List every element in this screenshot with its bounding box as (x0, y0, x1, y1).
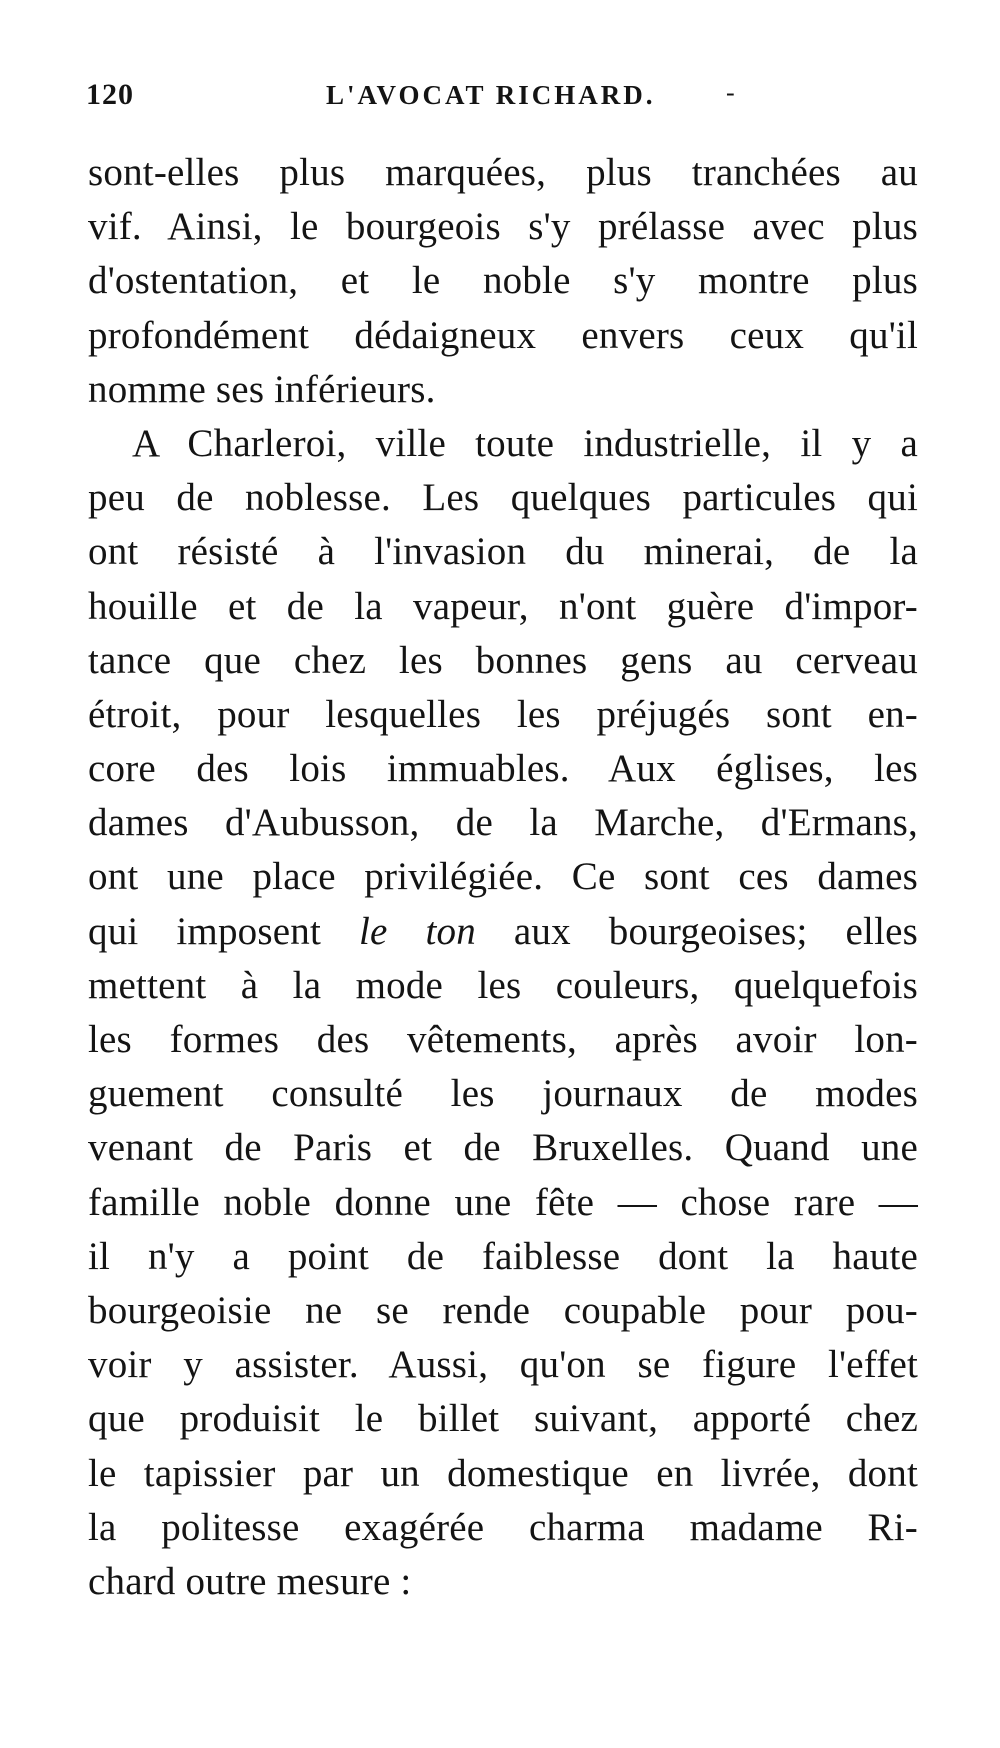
text-line: venant de Paris et de Bruxelles. Quand une (88, 1126, 918, 1170)
line-text-after: aux bourgeoises; elles (513, 909, 919, 953)
text-line: bourgeoisie ne se rende coupable pour pou- (88, 1288, 918, 1332)
text-line: core des lois immuables. Aux églises, les (88, 747, 918, 791)
text-line: mettent à la mode les couleurs, quelquefois (88, 963, 918, 1007)
text-line: nomme ses inférieurs. (88, 367, 436, 411)
text-line: ont résisté à l'invasion du minerai, de la (88, 530, 918, 574)
text-line: famille noble donne une fête — chose rare — (88, 1180, 918, 1224)
text-line: d'ostentation, et le noble s'y montre plus (88, 259, 918, 303)
text-line: les formes des vêtements, après avoir lon- (88, 1018, 918, 1061)
text-line: il n'y a point de faiblesse dont la haute (88, 1234, 918, 1278)
body-text (88, 146, 918, 1609)
italic-phrase: le ton (358, 909, 476, 953)
text-line: peu de noblesse. Les quelques particules qui (88, 476, 918, 520)
text-line: le tapissier par un domestique en livrée, dont (88, 1451, 918, 1495)
text-line: guement consulté les journaux de modes (88, 1072, 918, 1116)
text-line: tance que chez les bonnes gens au cerveau (88, 638, 918, 682)
text-line: houille et de la vapeur, n'ont guère d'impor- (88, 584, 918, 628)
page-number: 120 (86, 78, 134, 111)
text-line: que produisit le billet suivant, apporté chez (88, 1397, 918, 1441)
text-line: la politesse exagérée charma madame Ri- (88, 1505, 918, 1549)
running-title: L'AVOCAT RICHARD. (326, 80, 656, 110)
text-line: dames d'Aubusson, de la Marche, d'Ermans, (88, 801, 918, 845)
line-text-before: qui imposent (88, 909, 321, 953)
text-line: chard outre mesure : (88, 1559, 412, 1603)
text-line: ont une place privilégiée. Ce sont ces dames (88, 855, 918, 899)
text-line: voir y assister. Aussi, qu'on se figure l'effet (88, 1343, 918, 1387)
paragraph-start-line: A Charleroi, ville toute industrielle, il y a (132, 421, 918, 465)
text-line: sont-elles plus marquées, plus tranchées au (88, 151, 918, 194)
running-head (86, 78, 920, 118)
text-line: étroit, pour lesquelles les préjugés sont en- (88, 692, 918, 736)
text-line: profondément dédaigneux envers ceux qu'il (88, 313, 918, 357)
text-line (88, 905, 918, 959)
text-line: vif. Ainsi, le bourgeois s'y prélasse avec plus (88, 205, 918, 249)
header-mark: - (726, 78, 735, 107)
